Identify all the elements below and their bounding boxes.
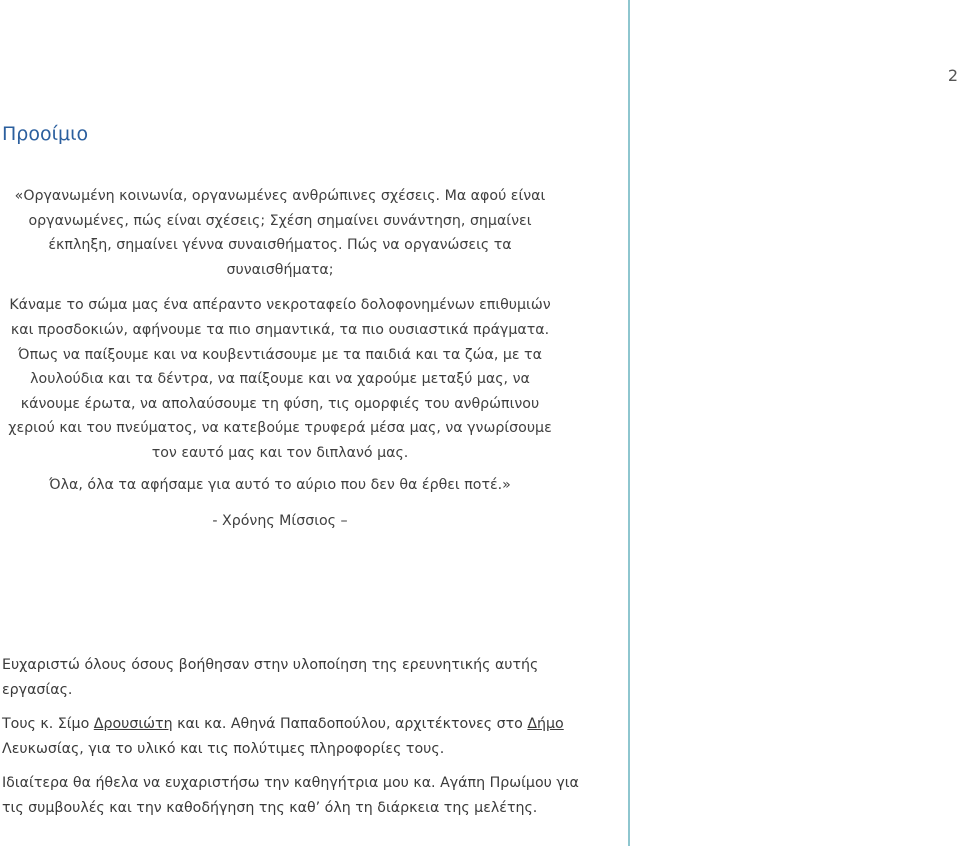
quote-paragraph: «Οργανωμένη κοινωνία, οργανωμένες ανθρώπινες σχέσεις. Μα αφού είναι οργανωμένες, πώς είναι σχέσεις; Σχέση σημαίνει συνάντηση, σημαίνει έκπληξη, σημαίνει γέννα συναισθήματος. Πώς να οργανώσεις τα συναισθήματα; — [14, 188, 546, 278]
ack-text: Λευκωσίας, για το υλικό και τις πολύτιμες πληροφορίες τους. — [2, 740, 445, 757]
page-margin-line — [628, 0, 630, 846]
quote-paragraph: Όλα, όλα τα αφήσαμε για αυτό το αύριο που δεν θα έρθει ποτέ.» — [49, 476, 511, 493]
quote-author: - Χρόνης Μίσσιος – — [212, 513, 348, 530]
acknowledgements — [2, 653, 582, 821]
acknowledgement-paragraph: Ιδιαίτερα θα ήθελα να ευχαριστήσω την καθηγήτρια μου κα. Αγάπη Πρωίμου για τις συμβουλές και την καθοδήγηση της καθ’ όλη τη διάρκεια της μελέτης. — [2, 775, 579, 816]
page-number: 2 — [947, 66, 958, 85]
epigraph-quote — [0, 184, 560, 534]
quote-paragraph: Κάναμε το σώμα μας ένα απέραντο νεκροταφείο δολοφονημένων επιθυμιών και προσδοκιών, αφήνουμε τα πιο σημαντικά, τα πιο ουσιαστικά πράγματα. — [9, 297, 551, 338]
ack-underlined-name: Δρουσιώτη — [93, 716, 173, 733]
acknowledgement-paragraph: Ευχαριστώ όλους όσους βοήθησαν στην υλοποίηση της ερευνητικής αυτής εργασίας. — [2, 657, 539, 698]
ack-underlined-org: Δήμο — [527, 716, 564, 733]
page-title: Προοίμιο — [2, 122, 89, 145]
quote-paragraph: Όπως να παίξουμε και να κουβεντιάσουμε με τα παιδιά και τα ζώα, με τα λουλούδια και τα δέντρα, να παίξουμε και να χαρούμε μεταξύ μας, να κάνουμε έρωτα, να απολαύσουμε τη φύση, τις ομορφιές του ανθρώπινου χεριού και του πνεύματος, να κατεβούμε τρυφερά μέσα μας, να γνωρίσουμε τον εαυτό μας και τον διπλανό μας. — [8, 346, 552, 461]
ack-text: Τους κ. Σίμο — [2, 716, 94, 733]
acknowledgement-paragraph — [2, 712, 582, 761]
ack-text: και κα. Αθηνά Παπαδοπούλου, αρχιτέκτονες στο — [172, 716, 528, 733]
